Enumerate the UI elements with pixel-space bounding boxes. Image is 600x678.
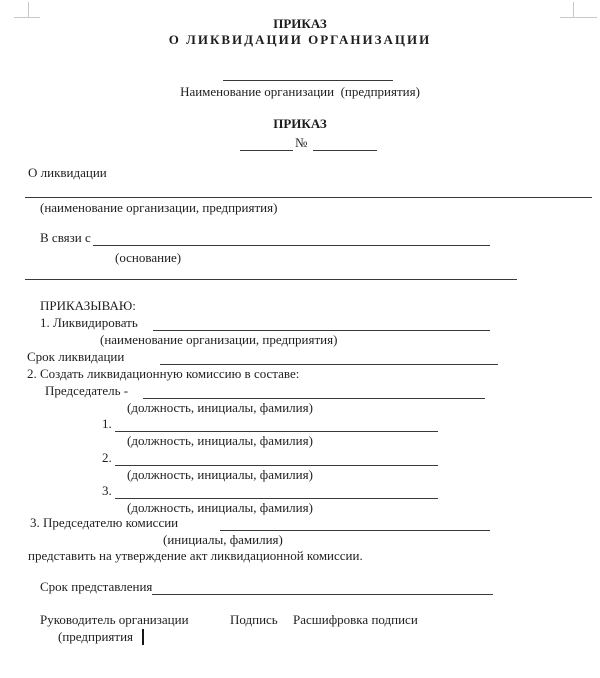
- order-date-blank[interactable]: [240, 150, 293, 151]
- chairman-blank[interactable]: [143, 398, 485, 399]
- member-2-number: 2.: [102, 450, 112, 465]
- signature-role-line1: Руководитель организации: [40, 612, 189, 627]
- doc-title-line2: О ЛИКВИДАЦИИ ОРГАНИЗАЦИИ: [168, 32, 432, 47]
- submission-term-blank[interactable]: [152, 594, 493, 595]
- corner-mark-top-left-vertical: [28, 2, 29, 18]
- reason-blank[interactable]: [93, 245, 490, 246]
- org-name-blank[interactable]: [25, 197, 592, 198]
- member-3-caption: (должность, инициалы, фамилия): [127, 500, 313, 515]
- liquidation-term-label: Срок ликвидации: [27, 349, 125, 364]
- number-sign: №: [295, 135, 308, 150]
- item3-caption: (инициалы, фамилия): [163, 532, 283, 547]
- item3-label: 3. Председателю комиссии: [30, 515, 179, 530]
- member-1-caption: (должность, инициалы, фамилия): [127, 433, 313, 448]
- member-2-blank[interactable]: [115, 465, 438, 466]
- signature-role-line2: (предприятия: [58, 629, 134, 644]
- reason-label: В связи с: [40, 230, 91, 245]
- submission-term-label: Срок представления: [40, 579, 153, 594]
- liquidate-org-blank[interactable]: [153, 330, 490, 331]
- corner-mark-top-right-vertical: [573, 2, 574, 18]
- order-number-blank[interactable]: [313, 150, 377, 151]
- item1-label: 1. Ликвидировать: [40, 315, 138, 330]
- org-name-caption: (наименование организации, предприятия): [40, 200, 278, 215]
- item3-blank[interactable]: [220, 530, 490, 531]
- item3-continuation: представить на утверждение акт ликвидационной комиссии.: [28, 548, 363, 563]
- item2-label: 2. Создать ликвидационную комиссию в составе:: [27, 366, 300, 381]
- liquidation-term-blank[interactable]: [160, 364, 498, 365]
- org-name-header-caption: Наименование организации (предприятия): [180, 84, 420, 99]
- chairman-label: Председатель -: [45, 383, 129, 398]
- chairman-caption: (должность, инициалы, фамилия): [127, 400, 313, 415]
- member-1-number: 1.: [102, 416, 112, 431]
- member-2-caption: (должность, инициалы, фамилия): [127, 467, 313, 482]
- member-3-blank[interactable]: [115, 498, 438, 499]
- reason-continuation-blank[interactable]: [25, 279, 517, 280]
- doc-title-line1: ПРИКАЗ: [273, 16, 327, 31]
- item1-caption: (наименование организации, предприятия): [100, 332, 338, 347]
- order-heading: ПРИКАЗ: [273, 116, 327, 131]
- decree-label: ПРИКАЗЫВАЮ:: [40, 298, 136, 313]
- org-name-header-blank[interactable]: [223, 80, 393, 81]
- text-cursor: [142, 629, 144, 645]
- signature-decipher-label: Расшифровка подписи: [293, 612, 418, 627]
- member-1-blank[interactable]: [115, 431, 438, 432]
- subject-label: О ликвидации: [28, 165, 107, 180]
- member-3-number: 3.: [102, 483, 112, 498]
- reason-caption: (основание): [115, 250, 182, 265]
- signature-label: Подпись: [230, 612, 278, 627]
